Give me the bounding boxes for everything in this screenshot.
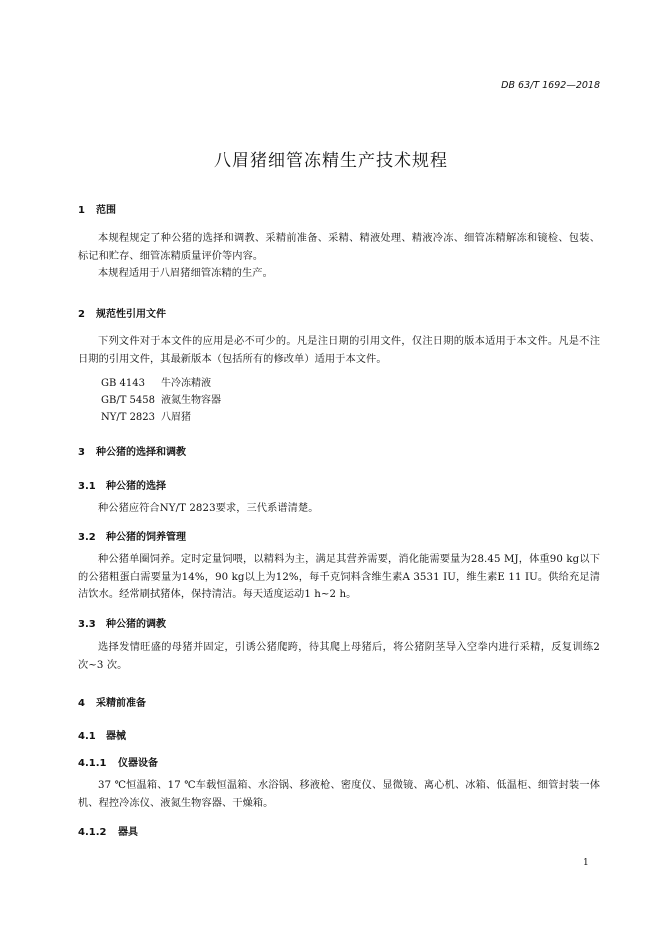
section-title: 种公猪的选择和调教 xyxy=(96,447,186,458)
section-3-heading xyxy=(78,443,186,458)
document-title: 八眉猪细管冻精生产技术规程 xyxy=(214,151,448,171)
reference-name: 液氮生物容器 xyxy=(161,395,221,406)
subsection-title: 器具 xyxy=(118,827,138,838)
subsection-number: 3.3 xyxy=(78,619,96,630)
subsection-title: 器械 xyxy=(106,731,126,742)
subsection-number: 4.1.1 xyxy=(78,758,107,769)
subsection-3-1-paragraph: 种公猪应符合NY/T 2823要求，三代系谱清楚。 xyxy=(98,503,319,514)
reference-code: GB/T 5458 xyxy=(101,395,156,406)
subsection-3-1-heading xyxy=(78,477,166,492)
reference-code: NY/T 2823 xyxy=(101,412,156,423)
reference-code: GB 4143 xyxy=(101,378,145,389)
subsection-number: 3.1 xyxy=(78,481,96,492)
reference-name: 牛冷冻精液 xyxy=(161,378,211,389)
section-title: 采精前准备 xyxy=(96,698,146,709)
reference-item xyxy=(101,408,191,423)
subsection-3-2-heading xyxy=(78,528,186,543)
subsection-number: 4.1 xyxy=(78,731,96,742)
subsection-3-3-heading xyxy=(78,615,166,630)
subsection-4-1-1-paragraph: 37 ℃恒温箱、17 ℃车载恒温箱、水浴锅、移液枪、密度仪、显微镜、离心机、冰箱、低温柜、细管封装一体机、程控冷冻仪、液氮生物容器、干燥箱。 xyxy=(78,780,600,809)
subsection-4-1-heading xyxy=(78,727,126,742)
section-number: 1 xyxy=(78,205,85,216)
section-title: 规范性引用文件 xyxy=(96,309,166,320)
section-2-paragraph-1: 下列文件对于本文件的应用是必不可少的。凡是注日期的引用文件，仅注日期的版本适用于本文件。凡是不注日期的引用文件，其最新版本（包括所有的修改单）适用于本文件。 xyxy=(78,336,600,365)
section-1-paragraph-2: 本规程适用于八眉猪细管冻精的生产。 xyxy=(98,268,273,279)
subsection-3-2-paragraph: 种公猪单圈饲养。定时定量饲喂，以精料为主，满足其营养需要，消化能需要量为28.45 MJ，体重90 kg以下的公猪粗蛋白需要量为14%，90 kg以上为12%，每千克饲料含维生素A 3531 IU，维生素E 11 IU。供给充足清洁饮水。经常刷拭猪体，保持清洁。每天适度运动1 h~2 h。 xyxy=(78,554,600,600)
subsection-number: 4.1.2 xyxy=(78,827,107,838)
reference-item xyxy=(101,391,221,406)
reference-item xyxy=(101,374,211,389)
section-2-heading xyxy=(78,305,166,320)
subsection-title: 种公猪的调教 xyxy=(106,619,166,630)
subsection-4-1-2-heading xyxy=(78,823,138,838)
document-code: DB 63/T 1692—2018 xyxy=(501,80,600,91)
section-title: 范围 xyxy=(96,205,116,216)
section-number: 3 xyxy=(78,447,85,458)
page-number: 1 xyxy=(583,858,589,868)
section-1-paragraph-1: 本规程规定了种公猪的选择和调教、采精前准备、采精、精液处理、精液冷冻、细管冻精解冻和镜检、包装、标记和贮存、细管冻精质量评价等内容。 xyxy=(78,233,600,262)
section-4-heading xyxy=(78,694,146,709)
reference-name: 八眉猪 xyxy=(161,412,191,423)
subsection-number: 3.2 xyxy=(78,532,96,543)
subsection-4-1-1-heading xyxy=(78,754,158,769)
section-1-heading xyxy=(78,201,116,216)
subsection-title: 种公猪的选择 xyxy=(106,481,166,492)
subsection-title: 种公猪的饲养管理 xyxy=(106,532,186,543)
section-number: 4 xyxy=(78,698,85,709)
subsection-title: 仪器设备 xyxy=(118,758,158,769)
section-number: 2 xyxy=(78,309,85,320)
subsection-3-3-paragraph: 选择发情旺盛的母猪并固定，引诱公猪爬跨，待其爬上母猪后，将公猪阴茎导入空拳内进行采精，反复训练2 次~3 次。 xyxy=(78,642,600,671)
